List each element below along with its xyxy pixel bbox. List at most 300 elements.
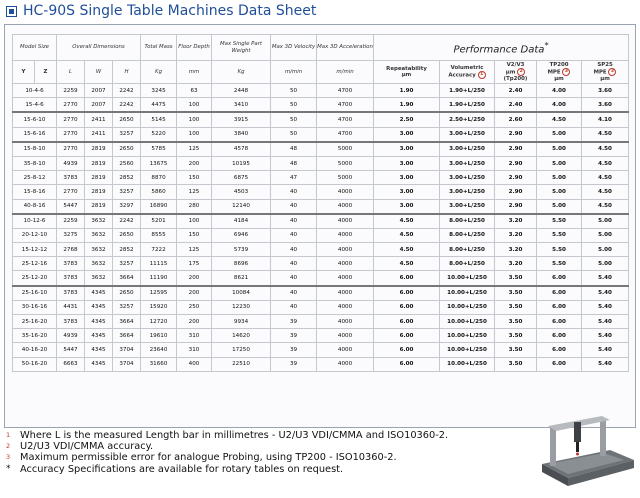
cell-w: 3632: [85, 214, 113, 229]
cell-sp25: 4.50: [582, 185, 629, 199]
cell-mass: 5145: [141, 112, 177, 127]
cell-v2v3: 3.50: [495, 315, 537, 329]
cell-sp25: 4.50: [582, 142, 629, 157]
cell-depth: 125: [177, 185, 212, 199]
cell-sp25: 5.00: [582, 214, 629, 229]
cell-weight: 17250: [212, 343, 271, 357]
cell-w: 4345: [85, 343, 113, 357]
cell-weight: 10195: [212, 156, 271, 170]
cell-velocity: 47: [271, 171, 317, 185]
cell-h: 2242: [113, 214, 141, 229]
cell-model: 35-16-20: [13, 329, 57, 343]
table-row: [13, 271, 629, 286]
cell-weight: 10084: [212, 286, 271, 301]
th-v2v3: V2/V3 µm 2 (Tp200): [495, 61, 537, 84]
cell-volumetric: 8.00+L/250: [440, 214, 495, 229]
cell-w: 4345: [85, 300, 113, 314]
table-row: [13, 228, 629, 242]
table-row: [13, 214, 629, 229]
cell-depth: 310: [177, 343, 212, 357]
cell-accel: 4700: [317, 112, 374, 127]
cell-accel: 4000: [317, 343, 374, 357]
cell-mass: 16890: [141, 199, 177, 214]
cell-volumetric: 10.00+L/250: [440, 271, 495, 286]
cell-tp200: 6.00: [537, 329, 582, 343]
table-row: [13, 171, 629, 185]
cell-sp25: 4.50: [582, 171, 629, 185]
cell-repeatability: 4.50: [374, 228, 440, 242]
footnote-1-marker: 1: [478, 71, 486, 79]
cell-h: 2242: [113, 84, 141, 98]
cell-repeatability: 6.00: [374, 300, 440, 314]
th-performance-data: Performance Data*: [374, 35, 629, 61]
cell-tp200: 6.00: [537, 343, 582, 357]
title-text: HC-90S Single Table Machines Data Sheet: [23, 3, 317, 19]
cell-sp25: 5.40: [582, 300, 629, 314]
cell-h: 2650: [113, 142, 141, 157]
th-kg2: Kg: [212, 61, 271, 84]
cell-l: 3783: [57, 271, 85, 286]
cell-h: 3257: [113, 257, 141, 271]
cell-l: 5447: [57, 343, 85, 357]
cell-h: 3257: [113, 127, 141, 142]
cell-repeatability: 4.50: [374, 214, 440, 229]
table-row: [13, 199, 629, 214]
cell-velocity: 39: [271, 329, 317, 343]
cell-h: 2650: [113, 228, 141, 242]
cell-repeatability: 6.00: [374, 315, 440, 329]
cell-l: 2770: [57, 98, 85, 113]
cell-volumetric: 3.00+L/250: [440, 171, 495, 185]
th-w: W: [85, 61, 113, 84]
cell-tp200: 5.50: [537, 257, 582, 271]
cell-volumetric: 3.00+L/250: [440, 199, 495, 214]
cell-accel: 5000: [317, 142, 374, 157]
cell-velocity: 40: [271, 271, 317, 286]
cell-repeatability: 6.00: [374, 343, 440, 357]
cell-mass: 19610: [141, 329, 177, 343]
cell-h: 3257: [113, 185, 141, 199]
cell-v2v3: 2.90: [495, 185, 537, 199]
data-table: [12, 34, 629, 372]
cell-w: 2007: [85, 84, 113, 98]
cell-volumetric: 3.00+L/250: [440, 142, 495, 157]
cell-volumetric: 8.00+L/250: [440, 228, 495, 242]
cell-tp200: 5.00: [537, 142, 582, 157]
cell-tp200: 6.00: [537, 300, 582, 314]
cell-weight: 12140: [212, 199, 271, 214]
cell-accel: 4000: [317, 329, 374, 343]
cell-accel: 4000: [317, 185, 374, 199]
th-volumetric-accuracy: Volumetric Accuracy 1: [440, 61, 495, 84]
cell-depth: 400: [177, 357, 212, 371]
cell-velocity: 39: [271, 343, 317, 357]
cell-volumetric: 10.00+L/250: [440, 286, 495, 301]
cell-w: 3632: [85, 271, 113, 286]
cell-model: 25-16-20: [13, 315, 57, 329]
cell-accel: 4700: [317, 84, 374, 98]
cell-w: 2411: [85, 127, 113, 142]
cell-mass: 8870: [141, 171, 177, 185]
cell-weight: 5739: [212, 243, 271, 257]
cell-model: 15-12-12: [13, 243, 57, 257]
cell-weight: 3840: [212, 127, 271, 142]
cell-accel: 4000: [317, 357, 374, 371]
cell-velocity: 40: [271, 257, 317, 271]
table-row: [13, 329, 629, 343]
cell-repeatability: 3.00: [374, 127, 440, 142]
cell-h: 2560: [113, 156, 141, 170]
cell-repeatability: 3.00: [374, 199, 440, 214]
th-kg: Kg: [141, 61, 177, 84]
cell-sp25: 5.40: [582, 343, 629, 357]
th-floor-depth: Floor Depth: [177, 35, 212, 61]
cell-v2v3: 2.60: [495, 112, 537, 127]
cell-h: 3664: [113, 315, 141, 329]
cell-mass: 7222: [141, 243, 177, 257]
cell-accel: 4000: [317, 257, 374, 271]
cell-tp200: 4.50: [537, 112, 582, 127]
cell-velocity: 48: [271, 142, 317, 157]
cell-mass: 5860: [141, 185, 177, 199]
th-model-size: Model Size: [13, 35, 57, 61]
cell-volumetric: 10.00+L/250: [440, 315, 495, 329]
cell-v2v3: 2.90: [495, 127, 537, 142]
cell-repeatability: 6.00: [374, 357, 440, 371]
cell-velocity: 40: [271, 243, 317, 257]
cell-h: 3704: [113, 357, 141, 371]
cmm-machine-illustration: [540, 398, 636, 498]
cell-sp25: 5.40: [582, 329, 629, 343]
cell-tp200: 5.00: [537, 127, 582, 142]
cell-velocity: 50: [271, 84, 317, 98]
cell-tp200: 5.00: [537, 156, 582, 170]
cell-accel: 4000: [317, 214, 374, 229]
cell-h: 2852: [113, 171, 141, 185]
cell-mass: 3245: [141, 84, 177, 98]
cell-tp200: 4.00: [537, 84, 582, 98]
cell-depth: 100: [177, 98, 212, 113]
cell-model: 25-16-10: [13, 286, 57, 301]
cell-sp25: 5.00: [582, 257, 629, 271]
cell-w: 3632: [85, 228, 113, 242]
cell-volumetric: 1.90+L/250: [440, 98, 495, 113]
cell-v2v3: 3.50: [495, 271, 537, 286]
cell-l: 2259: [57, 214, 85, 229]
cell-v2v3: 2.90: [495, 156, 537, 170]
footnotes: [6, 430, 526, 475]
cell-model: 10-12-6: [13, 214, 57, 229]
cell-mass: 4475: [141, 98, 177, 113]
cell-w: 4345: [85, 357, 113, 371]
cell-volumetric: 8.00+L/250: [440, 257, 495, 271]
cell-model: 15-8-16: [13, 185, 57, 199]
cell-velocity: 39: [271, 357, 317, 371]
cell-tp200: 5.50: [537, 214, 582, 229]
th-total-mass: Total Mass: [141, 35, 177, 61]
cell-model: 25-12-16: [13, 257, 57, 271]
cell-mass: 23640: [141, 343, 177, 357]
cell-accel: 4000: [317, 271, 374, 286]
cell-sp25: 4.50: [582, 199, 629, 214]
cell-volumetric: 10.00+L/250: [440, 300, 495, 314]
cell-v2v3: 2.90: [495, 199, 537, 214]
cell-v2v3: 3.50: [495, 357, 537, 371]
cell-volumetric: 3.00+L/250: [440, 127, 495, 142]
table-row: [13, 357, 629, 371]
cell-model: 15-4-6: [13, 98, 57, 113]
cell-accel: 4000: [317, 286, 374, 301]
cell-h: 3664: [113, 271, 141, 286]
cell-v2v3: 3.50: [495, 286, 537, 301]
cell-v2v3: 3.20: [495, 243, 537, 257]
th-sp25: SP25 MPE 3 µm: [582, 61, 629, 84]
cell-accel: 5000: [317, 156, 374, 170]
footnote-2: 2 U2/U3 VDI/CMMA accuracy.: [6, 441, 154, 453]
cell-tp200: 4.00: [537, 98, 582, 113]
cell-l: 5447: [57, 199, 85, 214]
cell-l: 4431: [57, 300, 85, 314]
cell-velocity: 40: [271, 214, 317, 229]
cell-depth: 280: [177, 199, 212, 214]
cell-l: 3783: [57, 257, 85, 271]
cell-sp25: 3.60: [582, 98, 629, 113]
cell-h: 3297: [113, 199, 141, 214]
cell-mass: 12720: [141, 315, 177, 329]
table-row: [13, 98, 629, 113]
cell-depth: 125: [177, 243, 212, 257]
cell-v2v3: 2.40: [495, 84, 537, 98]
cell-model: 15-8-10: [13, 142, 57, 157]
cell-depth: 200: [177, 156, 212, 170]
cell-l: 3783: [57, 315, 85, 329]
cell-depth: 100: [177, 112, 212, 127]
cell-repeatability: 2.50: [374, 112, 440, 127]
cell-w: 4345: [85, 286, 113, 301]
cell-mass: 5785: [141, 142, 177, 157]
cell-accel: 4700: [317, 127, 374, 142]
cell-l: 4939: [57, 329, 85, 343]
cell-h: 3664: [113, 329, 141, 343]
cell-sp25: 4.50: [582, 156, 629, 170]
cell-accel: 5000: [317, 171, 374, 185]
cell-v2v3: 2.40: [495, 98, 537, 113]
cell-w: 2007: [85, 98, 113, 113]
square-bullet-icon: [6, 6, 17, 17]
cell-model: 20-12-10: [13, 228, 57, 242]
cell-volumetric: 8.00+L/250: [440, 243, 495, 257]
cell-weight: 6875: [212, 171, 271, 185]
cell-sp25: 4.10: [582, 112, 629, 127]
th-mm: mm: [177, 61, 212, 84]
cell-volumetric: 10.00+L/250: [440, 343, 495, 357]
cell-h: 3704: [113, 343, 141, 357]
cell-l: 2770: [57, 127, 85, 142]
cell-repeatability: 6.00: [374, 271, 440, 286]
cell-v2v3: 3.50: [495, 300, 537, 314]
cell-l: 6663: [57, 357, 85, 371]
cell-w: 2819: [85, 199, 113, 214]
cell-mass: 5201: [141, 214, 177, 229]
cell-repeatability: 3.00: [374, 185, 440, 199]
cell-accel: 4000: [317, 228, 374, 242]
footnote-3-marker-sp25: 3: [608, 68, 616, 76]
cell-accel: 4000: [317, 243, 374, 257]
cell-sp25: 3.60: [582, 84, 629, 98]
th-mmin: m/min: [271, 61, 317, 84]
cell-repeatability: 4.50: [374, 257, 440, 271]
footnote-3: 3 Maximum permissible error for analogue Probing, using TP200 - ISO10360-2.: [6, 452, 397, 464]
table-row: [13, 343, 629, 357]
cell-weight: 6946: [212, 228, 271, 242]
cell-v2v3: 3.20: [495, 228, 537, 242]
th-overall-dimensions: Overall Dimensions: [57, 35, 141, 61]
table-row: [13, 142, 629, 157]
cell-volumetric: 10.00+L/250: [440, 329, 495, 343]
cell-l: 3275: [57, 228, 85, 242]
cell-mass: 11115: [141, 257, 177, 271]
cell-accel: 4700: [317, 98, 374, 113]
cell-w: 4345: [85, 315, 113, 329]
cell-weight: 12230: [212, 300, 271, 314]
cell-l: 2259: [57, 84, 85, 98]
cell-depth: 250: [177, 300, 212, 314]
cell-w: 2819: [85, 142, 113, 157]
cell-weight: 22510: [212, 357, 271, 371]
cell-l: 3783: [57, 171, 85, 185]
cell-repeatability: 3.00: [374, 171, 440, 185]
cell-sp25: 5.00: [582, 243, 629, 257]
cell-model: 10-4-6: [13, 84, 57, 98]
cell-repeatability: 1.90: [374, 84, 440, 98]
footnote-1: 1 Where L is the measured Length bar in millimetres - U2/U3 VDI/CMMA and ISO10360-2.: [6, 430, 449, 441]
cell-sp25: 4.50: [582, 127, 629, 142]
cell-velocity: 40: [271, 228, 317, 242]
cell-depth: 200: [177, 315, 212, 329]
cell-velocity: 40: [271, 286, 317, 301]
th-tp200: TP200 MPE 3 µm: [537, 61, 582, 84]
cell-tp200: 6.00: [537, 357, 582, 371]
cell-l: 4939: [57, 156, 85, 170]
cell-velocity: 50: [271, 98, 317, 113]
cell-accel: 4000: [317, 315, 374, 329]
cell-mass: 8555: [141, 228, 177, 242]
cell-h: 2650: [113, 112, 141, 127]
cell-v2v3: 3.20: [495, 257, 537, 271]
cell-volumetric: 3.00+L/250: [440, 185, 495, 199]
footnote-star: * Accuracy Specifications are available for rotary tables on request.: [6, 463, 344, 475]
cell-w: 2819: [85, 185, 113, 199]
cell-l: 2770: [57, 112, 85, 127]
cell-repeatability: 1.90: [374, 98, 440, 113]
cell-velocity: 40: [271, 185, 317, 199]
table-row: [13, 84, 629, 98]
cell-depth: 150: [177, 171, 212, 185]
cell-sp25: 5.40: [582, 271, 629, 286]
cell-tp200: 5.50: [537, 243, 582, 257]
cell-tp200: 6.00: [537, 271, 582, 286]
cell-sp25: 5.40: [582, 286, 629, 301]
cell-repeatability: 4.50: [374, 243, 440, 257]
cell-mass: 15920: [141, 300, 177, 314]
cell-w: 2819: [85, 171, 113, 185]
cell-repeatability: 3.00: [374, 156, 440, 170]
cell-depth: 310: [177, 329, 212, 343]
cell-l: 2770: [57, 185, 85, 199]
cell-tp200: 5.00: [537, 199, 582, 214]
cell-w: 3632: [85, 243, 113, 257]
cell-weight: 3915: [212, 112, 271, 127]
cell-l: 3783: [57, 286, 85, 301]
cell-weight: 4503: [212, 185, 271, 199]
cell-w: 4345: [85, 329, 113, 343]
cell-tp200: 5.00: [537, 185, 582, 199]
th-max-part-weight: Max Single Part Weight: [212, 35, 271, 61]
cell-accel: 4000: [317, 300, 374, 314]
cell-weight: 8696: [212, 257, 271, 271]
cell-velocity: 48: [271, 156, 317, 170]
cell-velocity: 40: [271, 300, 317, 314]
cell-weight: 9934: [212, 315, 271, 329]
cell-model: 15-6-16: [13, 127, 57, 142]
th-z: Z: [35, 61, 57, 84]
cell-model: 40-8-16: [13, 199, 57, 214]
table-row: [13, 127, 629, 142]
th-max-acceleration: Max 3D Acceleration: [317, 35, 374, 61]
cell-h: 2242: [113, 98, 141, 113]
cell-depth: 125: [177, 142, 212, 157]
cell-accel: 4000: [317, 199, 374, 214]
cell-model: 25-8-12: [13, 171, 57, 185]
cell-weight: 14620: [212, 329, 271, 343]
cell-v2v3: 3.20: [495, 214, 537, 229]
cell-velocity: 39: [271, 315, 317, 329]
cell-model: 50-16-20: [13, 357, 57, 371]
cell-weight: 4578: [212, 142, 271, 157]
th-h: H: [113, 61, 141, 84]
cell-sp25: 5.40: [582, 357, 629, 371]
table-row: [13, 286, 629, 301]
cell-tp200: 5.00: [537, 171, 582, 185]
cell-volumetric: 2.50+L/250: [440, 112, 495, 127]
cell-depth: 200: [177, 271, 212, 286]
th-l: L: [57, 61, 85, 84]
th-mmin2: m/min: [317, 61, 374, 84]
cell-v2v3: 2.90: [495, 171, 537, 185]
cell-mass: 31660: [141, 357, 177, 371]
cell-depth: 200: [177, 286, 212, 301]
cell-v2v3: 3.50: [495, 329, 537, 343]
table-row: [13, 112, 629, 127]
cell-depth: 63: [177, 84, 212, 98]
cell-volumetric: 3.00+L/250: [440, 156, 495, 170]
cell-repeatability: 3.00: [374, 142, 440, 157]
table-row: [13, 257, 629, 271]
cell-weight: 2448: [212, 84, 271, 98]
cell-model: 15-6-10: [13, 112, 57, 127]
cell-mass: 5220: [141, 127, 177, 142]
cell-tp200: 5.50: [537, 228, 582, 242]
cell-mass: 11190: [141, 271, 177, 286]
cell-w: 2819: [85, 156, 113, 170]
cell-mass: 13675: [141, 156, 177, 170]
th-y: Y: [13, 61, 35, 84]
cell-tp200: 6.00: [537, 315, 582, 329]
table-row: [13, 156, 629, 170]
table-row: [13, 300, 629, 314]
cell-h: 3257: [113, 300, 141, 314]
page-title: [6, 1, 316, 21]
